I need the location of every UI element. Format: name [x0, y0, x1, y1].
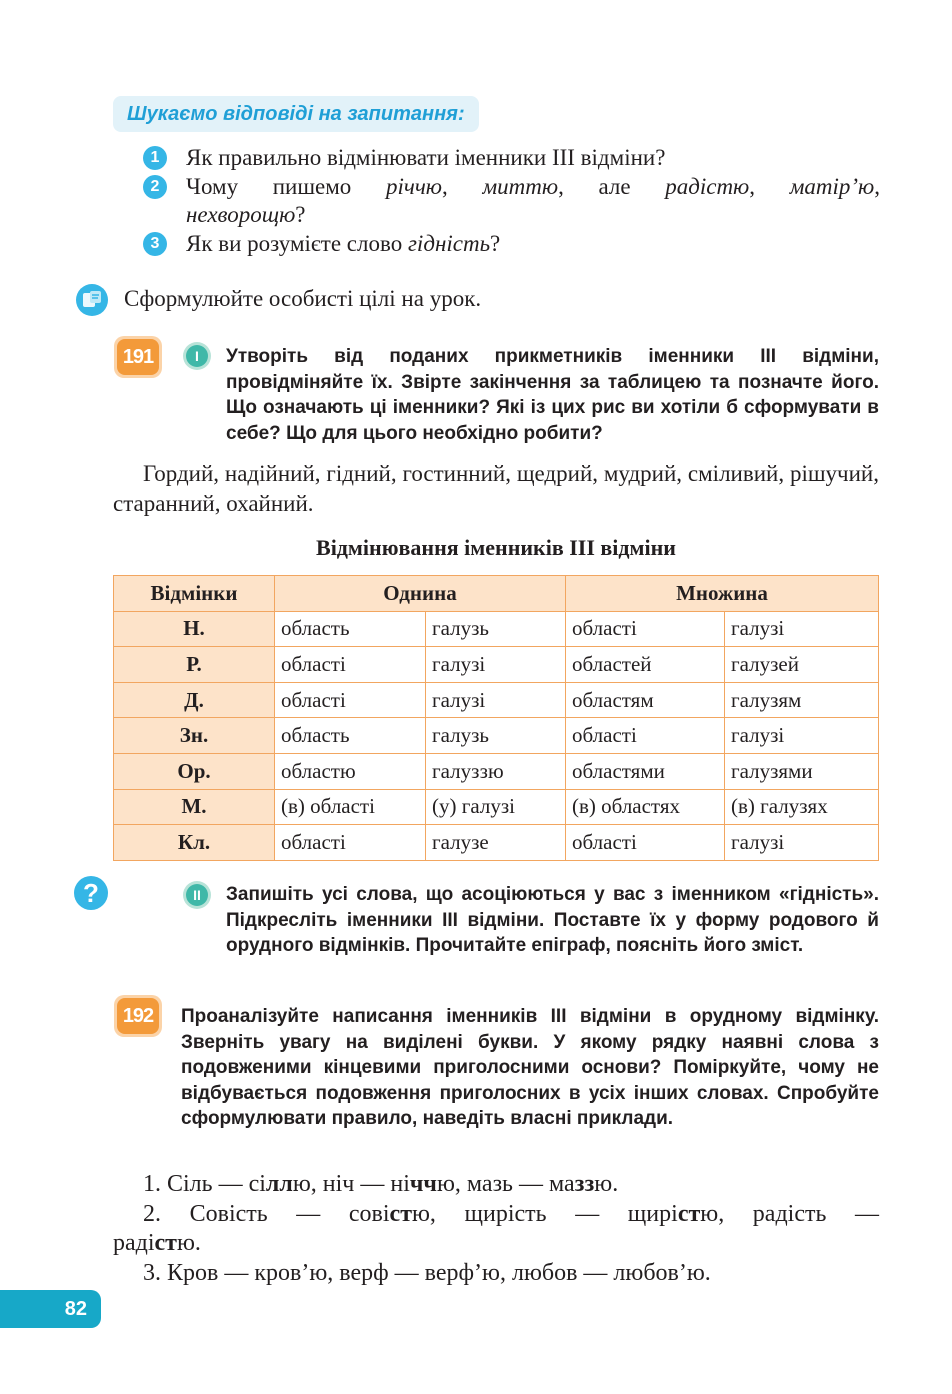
example-line-3: 3. Кров — кров’ю, верф — верф’ю, любов — любов’ю.	[143, 1259, 711, 1286]
exercise-191-task-2: Запишіть усі слова, що асоціюються у вас з іменником «гідність». Підкресліть іменники ІІІ відміни. Поставте їх у форму родового й орудного відмінків. Прочитайте епіграф, поясніть його зміст.	[226, 884, 879, 956]
section-banner	[113, 96, 479, 132]
table-cell: (в) областях	[566, 789, 725, 825]
table-cell: області	[275, 825, 426, 861]
table-cell: областю	[275, 753, 426, 789]
question-number-badge: 3	[143, 232, 167, 256]
table-cell: галузі	[426, 647, 566, 683]
table-cell: областей	[566, 647, 725, 683]
goal-icon	[76, 284, 108, 316]
page-number: 82	[0, 1290, 101, 1328]
banner-text: Шукаємо відповіді на запитання:	[127, 102, 465, 125]
exercise-number-badge: 191	[114, 336, 162, 378]
declension-table	[113, 575, 879, 861]
table-row	[114, 611, 879, 647]
example-line-2-cont: радістю.	[113, 1230, 201, 1256]
table-cell: область	[275, 718, 426, 754]
case-cell: Р.	[114, 647, 275, 683]
case-cell: Д.	[114, 682, 275, 718]
table-row	[114, 682, 879, 718]
table-cell: галузе	[426, 825, 566, 861]
table-cell: галузь	[426, 718, 566, 754]
table-cell: областями	[566, 753, 725, 789]
exercise-number-badge: 192	[114, 995, 162, 1037]
table-cell: області	[566, 611, 725, 647]
table-cell: області	[275, 647, 426, 683]
table-cell: галузі	[725, 718, 879, 754]
case-cell: Кл.	[114, 825, 275, 861]
table-cell: галузі	[725, 825, 879, 861]
example-line-2: 2. Совість — совістю, щирість — щирістю, радість —	[143, 1200, 880, 1227]
question-number-badge: 1	[143, 146, 167, 170]
table-cell: (в) області	[275, 789, 426, 825]
table-row	[114, 789, 879, 825]
table-cell: область	[275, 611, 426, 647]
table-cell: (у) галузі	[426, 789, 566, 825]
table-cell: області	[275, 682, 426, 718]
question-text: Як правильно відмінювати іменники ІІІ відміни?	[186, 145, 666, 170]
task-roman-badge: II	[183, 881, 211, 909]
goal-text: Сформулюйте особисті цілі на урок.	[124, 286, 482, 311]
case-cell: Ор.	[114, 753, 275, 789]
task-roman-badge: I	[183, 342, 211, 370]
case-cell: Н.	[114, 611, 275, 647]
table-row	[114, 647, 879, 683]
table-cell: областям	[566, 682, 725, 718]
table-cell: галузями	[725, 753, 879, 789]
adjectives-list: Гордий, надійний, гідний, гостинний, щедрий, мудрий, сміливий, рішучий, старанний, охайний.	[113, 461, 879, 516]
header-case: Відмінки	[114, 576, 275, 612]
case-cell: Зн.	[114, 718, 275, 754]
table-cell: області	[566, 718, 725, 754]
table-header-row	[114, 576, 879, 612]
table-cell: галузі	[426, 682, 566, 718]
question-text-line-1: Чому пишемо річчю, миттю, але радістю, матір’ю,	[186, 174, 880, 199]
table-cell: галузь	[426, 611, 566, 647]
table-cell: (в) галузях	[725, 789, 879, 825]
exercise-192-task: Проаналізуйте написання іменників ІІІ відміни в орудному відмінку. Зверніть увагу на виділені букви. У якому рядку наявні слова з подовженими кінцевими приголосними основи? Поміркуйте, чому не відбувається подовження приголосних в усіх інших словах. Спробуйте сформулювати правило, наведіть власні приклади.	[181, 1006, 879, 1129]
question-text: Як ви розумієте слово гідність?	[186, 231, 501, 256]
table-title: Відмінювання іменників ІІІ відміни	[316, 535, 676, 560]
example-line-1: 1. Сіль — сіллю, ніч — ніччю, мазь — маззю.	[143, 1171, 619, 1197]
table-cell: галуззю	[426, 753, 566, 789]
case-cell: М.	[114, 789, 275, 825]
table-cell: області	[566, 825, 725, 861]
header-plural: Множина	[566, 576, 879, 612]
table-row	[114, 825, 879, 861]
question-mark-icon: ?	[74, 876, 108, 910]
table-cell: галузі	[725, 611, 879, 647]
exercise-192-examples	[113, 1170, 879, 1288]
question-text-line-2: нехворощю?	[186, 202, 306, 227]
header-singular: Однина	[275, 576, 566, 612]
table-cell: галузей	[725, 647, 879, 683]
table-row	[114, 753, 879, 789]
table-row	[114, 718, 879, 754]
question-number-badge: 2	[143, 175, 167, 199]
table-cell: галузям	[725, 682, 879, 718]
exercise-191-task: Утворіть від поданих прикметників іменники ІІІ відміни, провідміняйте їх. Звірте закінчення за таблицею та позначте його. Що означають ці іменники? Які із цих рис ви хотіли б сформувати в себе? Що для цього необхідно робити?	[226, 346, 879, 444]
